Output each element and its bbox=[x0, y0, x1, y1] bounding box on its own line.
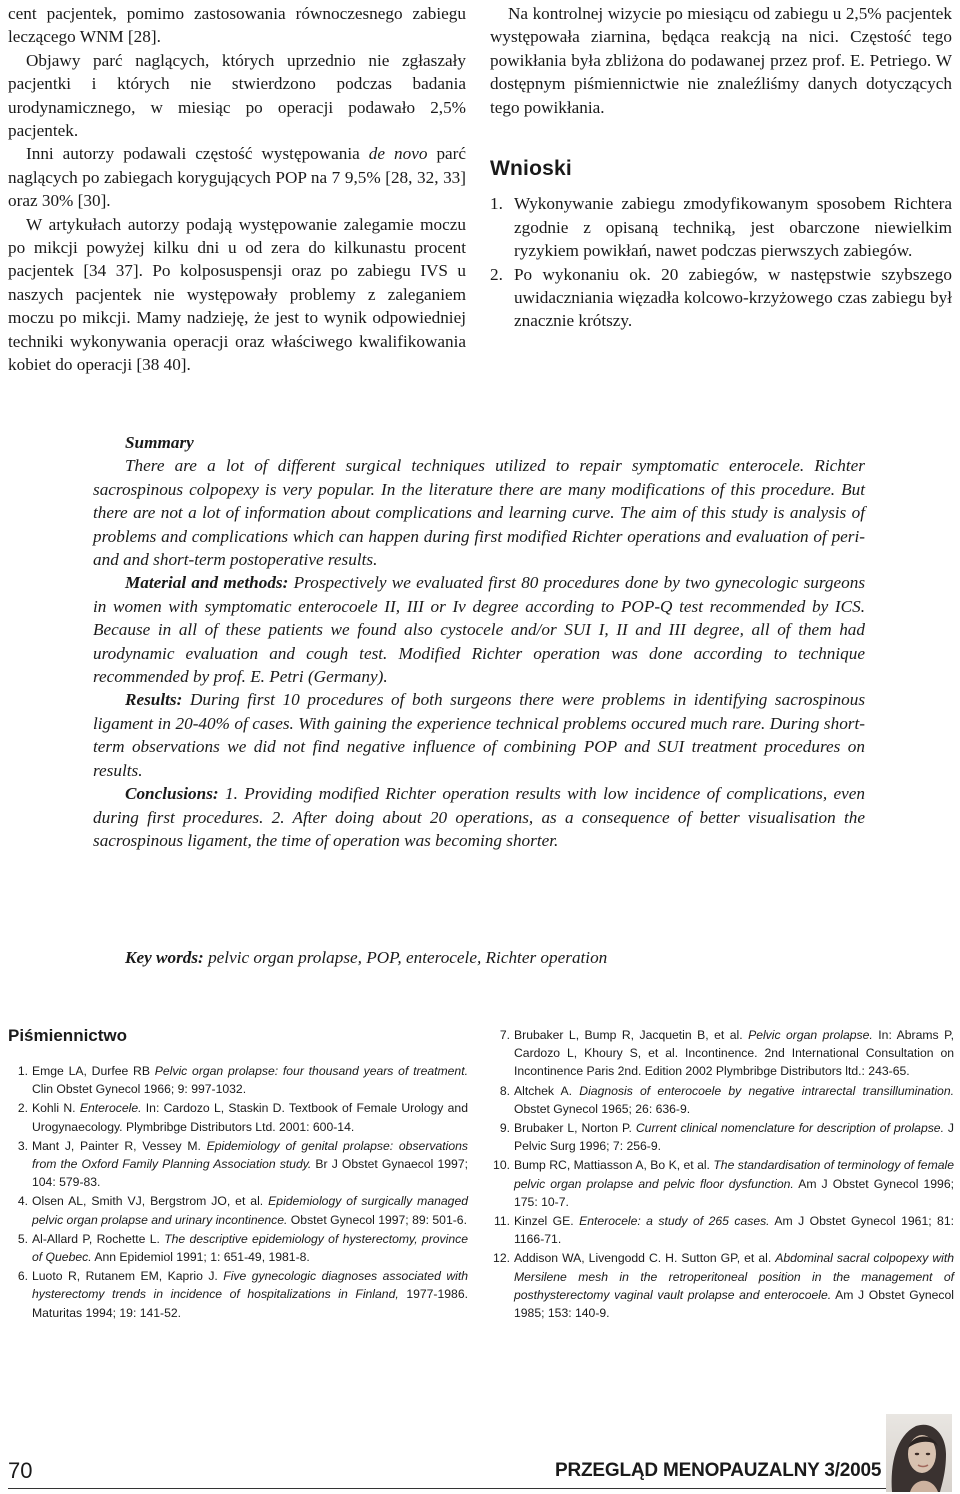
summary-methods: Material and methods: Prospectively we evaluated first 80 procedures done by two gynecologic surgeons in women with symptomatic enterocoele II, III or Iv degree according to POP-Q test recommended by ICS. Because in all of these patients we found also cystocele and/or SUI I, II and III degree, all of them had urodynamic evaluation and cough test. Modified Richter operation was done according to technique recommended by prof. E. Petri (Germany). bbox=[93, 573, 866, 687]
reference-source: Am J Obstet Gynecol 1961; 81: 1166-71. bbox=[514, 1214, 954, 1247]
reference-title: Abdominal sacral colpopexy with Mersilene mesh in the retroperitoneal position in the management of posthysterectomy vaginal vault prolapse and enterocoele. bbox=[514, 1251, 955, 1302]
left-column bbox=[8, 2, 466, 377]
portrait-image bbox=[886, 1414, 952, 1492]
reference-authors: Altchek A. bbox=[514, 1083, 580, 1098]
keywords: Key words: pelvic organ prolapse, POP, enterocele, Richter operation bbox=[125, 948, 608, 967]
reference-number: 7. bbox=[499, 1028, 510, 1042]
footer-rule bbox=[8, 1488, 888, 1489]
portrait-icon bbox=[886, 1414, 952, 1492]
paragraph: W artykułach autorzy podają występowanie zalegamie moczu po mikcji powyżej kilku dni u od zera do kilkunastu procent pacjentek [34 37]. Po kolposuspensji oraz po zabiegu IVS u naszych pacjentek nie występowały problemy z zaleganiem moczu po mikcji. Mamy nadzieję, że jest to wynik odpowiedniej techniki wykonywania operacji oraz właściwego kwalifikowania kobiet do operacji [38 40]. bbox=[8, 214, 466, 375]
reference-number: 11. bbox=[493, 1214, 510, 1229]
reference-source: In: Cardozo L, Staskin D. Textbook of Female Urology and Urogynaecology. Plymbribge Distributors Ltd. 2001: 600-14. bbox=[32, 1101, 468, 1134]
reference-source: Obstet Gynecol 1965; 26: 636-9. bbox=[514, 1101, 691, 1116]
reference-authors: Kinzel GE. bbox=[514, 1214, 580, 1229]
references-right bbox=[490, 1026, 954, 1323]
page-number: 70 bbox=[8, 1458, 33, 1483]
reference-authors: Mant J, Painter R, Vessey M. bbox=[32, 1138, 207, 1153]
reference-number: 3. bbox=[17, 1138, 28, 1153]
reference-item bbox=[8, 1230, 468, 1266]
paragraph: Na kontrolnej wizycie po miesiącu od zabiegu u 2,5% pacjentek występowała ziarnina, będąca reakcją na nici. Częstość tego powikłania była zbliżona do podawanej przez prof. E. Petriego. W dostępnym piśmiennictwie nie znaleźliśmy danych dotyczących tego powikłania. bbox=[490, 4, 952, 117]
list-item: 1. Wykonywanie zabiegu zmodyfikowanym sposobem Richtera zgodnie z opisaną techniką, jest obarczone niewielkim ryzykiem powikłań, nawet podczas pierwszych zabiegów. bbox=[490, 194, 952, 261]
paragraph: cent pacjentek, pomimo zastosowania równoczesnego zabiegu leczącego WNM [28]. bbox=[8, 4, 466, 47]
conclusions-list bbox=[490, 192, 952, 332]
reference-title: The standardisation of terminology of female pelvic organ prolapse and pelvic floor dysfunction. bbox=[514, 1158, 954, 1191]
reference-item bbox=[490, 1249, 954, 1322]
reference-title: Epidemiology of surgically managed pelvic organ prolapse and urinary incontinence. bbox=[32, 1194, 468, 1227]
reference-authors: Luoto R, Rutanem EM, Kaprio J. bbox=[32, 1269, 224, 1284]
reference-authors: Emge LA, Durfee RB bbox=[32, 1064, 155, 1078]
reference-item bbox=[490, 1082, 954, 1118]
reference-title: Diagnosis of enterocoele by negative intrarectal transillumination. bbox=[579, 1083, 954, 1098]
list-item: 2. Po wykonaniu ok. 20 zabiegów, w następstwie szybszego uwidaczniania więzadła kolcowo-krzyżowego czas zabiegu był znacznie krótszy. bbox=[490, 264, 952, 331]
reference-item bbox=[8, 1267, 468, 1322]
reference-source: 1977-1986. Maturitas 1994; 19: 141-52. bbox=[32, 1287, 468, 1320]
reference-item bbox=[8, 1192, 468, 1228]
reference-title: Pelvic organ prolapse: four thousand years of treatment. bbox=[154, 1064, 468, 1078]
reference-source: Am J Obstet Gynecol 1985; 153: 140-9. bbox=[514, 1287, 955, 1321]
reference-authors: Al-Allard P, Rochette L. bbox=[32, 1231, 165, 1246]
references-left bbox=[8, 1062, 468, 1323]
emphasis-term: de novo bbox=[368, 144, 428, 164]
reference-authors: Kohli N. bbox=[32, 1101, 80, 1116]
reference-authors: Addison WA, Livengodd C. H. Sutton GP, et al. bbox=[514, 1251, 776, 1266]
reference-title: Current clinical nomenclature for description of prolapse. bbox=[635, 1121, 944, 1136]
reference-item bbox=[490, 1156, 954, 1211]
reference-title: Epidemiology of genital prolapse: observations from the Oxford Family Planning Association study. bbox=[32, 1138, 468, 1172]
reference-number: 2. bbox=[17, 1101, 28, 1116]
reference-number: 5. bbox=[17, 1231, 28, 1246]
reference-number: 9. bbox=[499, 1121, 510, 1136]
reference-number: 8. bbox=[499, 1083, 510, 1098]
paragraph: Objawy parć naglących, których uprzednio nie zgłaszały pacjentki i których nie stwierdzono podczas badania urodynamicznego, w miesiąc po operacji podawało 2,5% pacjentek. bbox=[8, 50, 466, 141]
summary-intro: There are a lot of different surgical techniques utilized to repair symptomatic enterocele. Richter sacrospinous colpopexy is very popular. In the literature there are many modifications of this procedure. But there are not a lot of information about complications and learning curve. The aim of this study is analysis of problems and complications which can happen during first modified Richter operations and evaluation of peri- and and short-term postoperative results. bbox=[93, 456, 865, 570]
reference-item bbox=[490, 1026, 954, 1081]
reference-source: In: Abrams P, Cardozo L, Khoury S, et al. Incontinence. 2nd International Consultation on Incontinence Paris 2nd. Edition 2002 Plymbribge Distributors ltd.: 243-65. bbox=[514, 1028, 955, 1079]
paragraph: Inni autorzy podawali częstość występowania de novo parć naglących po zabiegach korygujących POP na 7 9,5% [28, 32, 33] oraz 30% [30]. bbox=[8, 144, 467, 211]
summary-block bbox=[93, 431, 865, 852]
reference-item bbox=[8, 1137, 468, 1192]
reference-title: Enterocele: a study of 265 cases. bbox=[579, 1214, 770, 1229]
reference-source: Am J Obstet Gynecol 1996; 175: 10-7. bbox=[514, 1176, 954, 1209]
summary-results: Results: During first 10 procedures of both surgeons there were problems in identifying sacrospinous ligament in 20-40% of cases. With gaining the experience technical problems occured much rare. During short-term observations we did not find negative influence of combining POP and SUI treatment procedures on results. bbox=[93, 690, 866, 780]
reference-item bbox=[8, 1062, 468, 1098]
reference-source: J Pelvic Surg 1996; 7: 256-9. bbox=[514, 1121, 955, 1154]
reference-source: Br J Obstet Gynaecol 1997; 104: 579-83. bbox=[32, 1157, 468, 1190]
right-column bbox=[490, 2, 952, 333]
reference-authors: Brubaker L, Bump R, Jacquetin B, et al. bbox=[514, 1028, 749, 1042]
reference-source: Clin Obstet Gynecol 1966; 9: 997-1032. bbox=[32, 1082, 247, 1097]
journal-title: PRZEGLĄD MENOPAUZALNY 3/2005 bbox=[555, 1460, 882, 1481]
summary-title: Summary bbox=[125, 433, 194, 452]
section-heading-conclusions: Wnioski bbox=[490, 157, 572, 181]
reference-number: 4. bbox=[17, 1194, 28, 1209]
reference-number: 6. bbox=[17, 1269, 28, 1284]
reference-number: 12. bbox=[493, 1251, 510, 1266]
reference-title: Five gynecologic diagnoses associated with hysterectomy trends in incidence of hospitalizations in Finland, bbox=[32, 1269, 468, 1302]
reference-number: 10. bbox=[493, 1158, 510, 1173]
reference-item bbox=[8, 1099, 468, 1135]
reference-authors: Olsen AL, Smith VJ, Bergstrom JO, et al. bbox=[32, 1194, 269, 1209]
reference-authors: Brubaker L, Norton P. bbox=[514, 1121, 636, 1136]
reference-title: Pelvic organ prolapse. bbox=[748, 1028, 873, 1042]
reference-title: The descriptive epidemiology of hysterectomy, province of Quebec. bbox=[32, 1231, 468, 1265]
summary-conclusions: Conclusions: 1. Providing modified Richter operation results with low incidence of complications, even during first procedures. 2. After doing about 20 operations, as a consequence of better visualisation the sacrospinous ligament, the time of operation was becoming shorter. bbox=[93, 784, 865, 850]
reference-source: Ann Epidemiol 1991; 1: 651-49, 1981-8. bbox=[91, 1250, 310, 1265]
reference-title: Enterocele. bbox=[79, 1101, 142, 1116]
reference-item bbox=[490, 1119, 954, 1155]
reference-authors: Bump RC, Mattiasson A, Bo K, et al. bbox=[514, 1158, 714, 1173]
references-heading: Piśmiennictwo bbox=[8, 1026, 128, 1045]
reference-number: 1. bbox=[17, 1064, 28, 1078]
reference-item bbox=[490, 1212, 954, 1248]
reference-source: Obstet Gynecol 1997; 89: 501-6. bbox=[287, 1212, 467, 1227]
